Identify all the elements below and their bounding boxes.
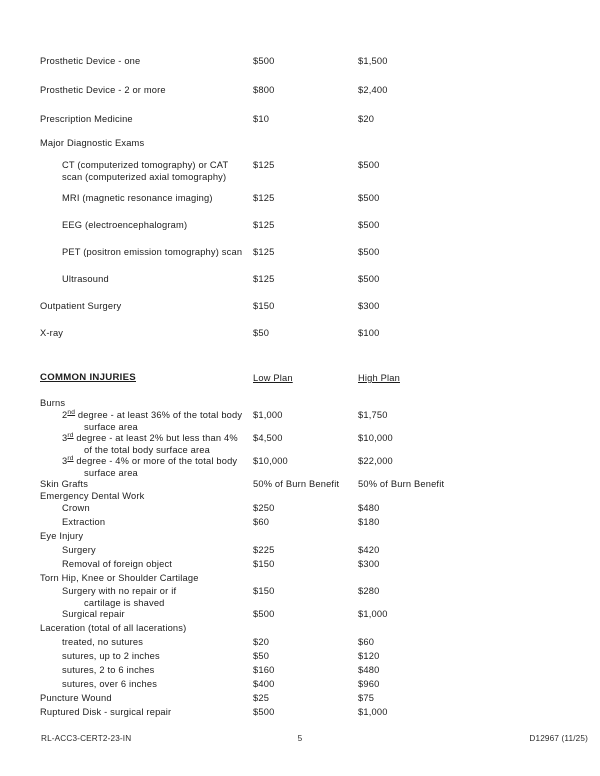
injury-high-plan-value: $1,000	[358, 609, 388, 619]
injury-label: Emergency Dental Work	[40, 491, 145, 501]
service-label: MRI (magnetic resonance imaging)	[62, 193, 213, 203]
service-high-plan-value: $500	[358, 160, 380, 170]
injury-label: sutures, over 6 inches	[62, 679, 158, 689]
table-row	[40, 114, 560, 127]
table-row	[40, 545, 560, 558]
table-row	[40, 408, 560, 432]
injury-label: Eye Injury	[40, 531, 84, 541]
service-label: Prosthetic Device - one	[40, 56, 141, 66]
table-row	[40, 665, 560, 678]
injury-label: Torn Hip, Knee or Shoulder Cartilage	[40, 573, 199, 583]
table-row	[40, 707, 560, 720]
injury-high-plan-value: $280	[358, 586, 380, 596]
table-row	[40, 301, 560, 314]
injury-high-plan-value: $75	[358, 693, 375, 703]
injury-high-plan-value: $22,000	[358, 456, 393, 466]
service-label: PET (positron emission tomography) scan	[62, 247, 243, 257]
injury-label: 3rd degree - 4% or more of the total body surface area	[62, 454, 238, 478]
service-high-plan-value: $100	[358, 328, 380, 338]
injury-low-plan-value: $500	[253, 609, 275, 619]
table-row	[40, 160, 560, 182]
service-low-plan-value: $125	[253, 247, 275, 257]
service-high-plan-value: $20	[358, 114, 375, 124]
service-label: CT (computerized tomography) or CAT scan (computerized axial tomography)	[62, 160, 229, 182]
service-label: Prescription Medicine	[40, 114, 133, 124]
table-row	[40, 503, 560, 516]
service-low-plan-value: $800	[253, 85, 275, 95]
injury-label: sutures, 2 to 6 inches	[62, 665, 155, 675]
injuries-header-row	[40, 372, 560, 385]
table-row	[40, 609, 560, 622]
injury-high-plan-value: $420	[358, 545, 380, 555]
injury-high-plan-value: $1,750	[358, 410, 388, 420]
injury-label: Surgical repair	[62, 609, 125, 619]
table-row	[40, 559, 560, 572]
table-row	[40, 220, 560, 233]
service-low-plan-value: $125	[253, 193, 275, 203]
page-footer	[0, 733, 600, 745]
table-row	[40, 56, 560, 69]
service-high-plan-value: $500	[358, 193, 380, 203]
injury-label: Surgery with no repair or if cartilage is shaved	[62, 586, 177, 608]
table-row	[40, 679, 560, 692]
injuries-table-title: COMMON INJURIES	[40, 372, 136, 383]
service-high-plan-value: $1,500	[358, 56, 388, 66]
service-low-plan-value: $125	[253, 220, 275, 230]
injury-low-plan-value: $500	[253, 707, 275, 717]
column-header-high-plan: High Plan	[358, 373, 400, 383]
injury-low-plan-value: $160	[253, 665, 275, 675]
injury-low-plan-value: $20	[253, 637, 270, 647]
column-header-low-plan: Low Plan	[253, 373, 293, 383]
service-low-plan-value: $125	[253, 160, 275, 170]
injury-label: Removal of foreign object	[62, 559, 173, 569]
injury-label: Skin Grafts	[40, 479, 89, 489]
injury-label: Ruptured Disk - surgical repair	[40, 707, 172, 717]
table-row	[40, 623, 560, 636]
service-high-plan-value: $500	[358, 220, 380, 230]
injury-low-plan-value: $400	[253, 679, 275, 689]
service-label: EEG (electroencephalogram)	[62, 220, 188, 230]
table-row	[40, 454, 560, 478]
injury-high-plan-value: $480	[358, 665, 380, 675]
injury-label: Crown	[62, 503, 90, 513]
injury-label: 2nd degree - at least 36% of the total body surface area	[62, 408, 243, 432]
service-low-plan-value: $50	[253, 328, 270, 338]
table-row	[40, 517, 560, 530]
service-label: Ultrasound	[62, 274, 109, 284]
injury-low-plan-value: $225	[253, 545, 275, 555]
table-row	[40, 586, 560, 608]
injury-high-plan-value: $300	[358, 559, 380, 569]
injury-label: 3rd degree - at least 2% but less than 4% of the total body surface area	[62, 431, 238, 455]
injury-high-plan-value: $10,000	[358, 433, 393, 443]
injury-label: Puncture Wound	[40, 693, 112, 703]
service-high-plan-value: $300	[358, 301, 380, 311]
injury-high-plan-value: $180	[358, 517, 380, 527]
injury-high-plan-value: $480	[358, 503, 380, 513]
injury-high-plan-value: $960	[358, 679, 380, 689]
injury-high-plan-value: $60	[358, 637, 375, 647]
service-low-plan-value: $10	[253, 114, 270, 124]
table-row	[40, 328, 560, 341]
table-row	[40, 431, 560, 455]
injury-low-plan-value: $150	[253, 559, 275, 569]
service-high-plan-value: $500	[358, 247, 380, 257]
service-label: Outpatient Surgery	[40, 301, 122, 311]
injury-label: treated, no sutures	[62, 637, 144, 647]
injury-low-plan-value: $60	[253, 517, 270, 527]
table-row	[40, 274, 560, 287]
injury-low-plan-value: $4,500	[253, 433, 283, 443]
injury-high-plan-value: $120	[358, 651, 380, 661]
footer-page-number: 5	[297, 734, 303, 743]
service-label: X-ray	[40, 328, 64, 338]
service-label: Prosthetic Device - 2 or more	[40, 85, 166, 95]
injury-low-plan-value: $1,000	[253, 410, 283, 420]
service-high-plan-value: $500	[358, 274, 380, 284]
footer-form-number: RL-ACC3-CERT2-23-IN	[41, 734, 132, 743]
injury-label: Laceration (total of all lacerations)	[40, 623, 187, 633]
injury-label: Surgery	[62, 545, 96, 555]
table-row	[40, 637, 560, 650]
service-high-plan-value: $2,400	[358, 85, 388, 95]
injury-label: Extraction	[62, 517, 106, 527]
service-low-plan-value: $150	[253, 301, 275, 311]
table-row	[40, 247, 560, 260]
injury-low-plan-value: $25	[253, 693, 270, 703]
service-label: Major Diagnostic Exams	[40, 138, 145, 148]
injury-high-plan-value: 50% of Burn Benefit	[358, 479, 445, 489]
table-row	[40, 651, 560, 664]
injury-low-plan-value: $50	[253, 651, 270, 661]
table-row	[40, 573, 560, 586]
service-low-plan-value: $125	[253, 274, 275, 284]
footer-doc-code: D12967 (11/25)	[529, 734, 588, 743]
table-row	[40, 693, 560, 706]
injury-high-plan-value: $1,000	[358, 707, 388, 717]
injury-low-plan-value: $150	[253, 586, 275, 596]
injury-low-plan-value: 50% of Burn Benefit	[253, 479, 340, 489]
table-row	[40, 138, 560, 151]
table-row	[40, 85, 560, 98]
injury-low-plan-value: $10,000	[253, 456, 288, 466]
injury-label: sutures, up to 2 inches	[62, 651, 160, 661]
injury-low-plan-value: $250	[253, 503, 275, 513]
service-low-plan-value: $500	[253, 56, 275, 66]
table-row	[40, 531, 560, 544]
injury-label: Burns	[40, 398, 66, 408]
table-row	[40, 193, 560, 206]
